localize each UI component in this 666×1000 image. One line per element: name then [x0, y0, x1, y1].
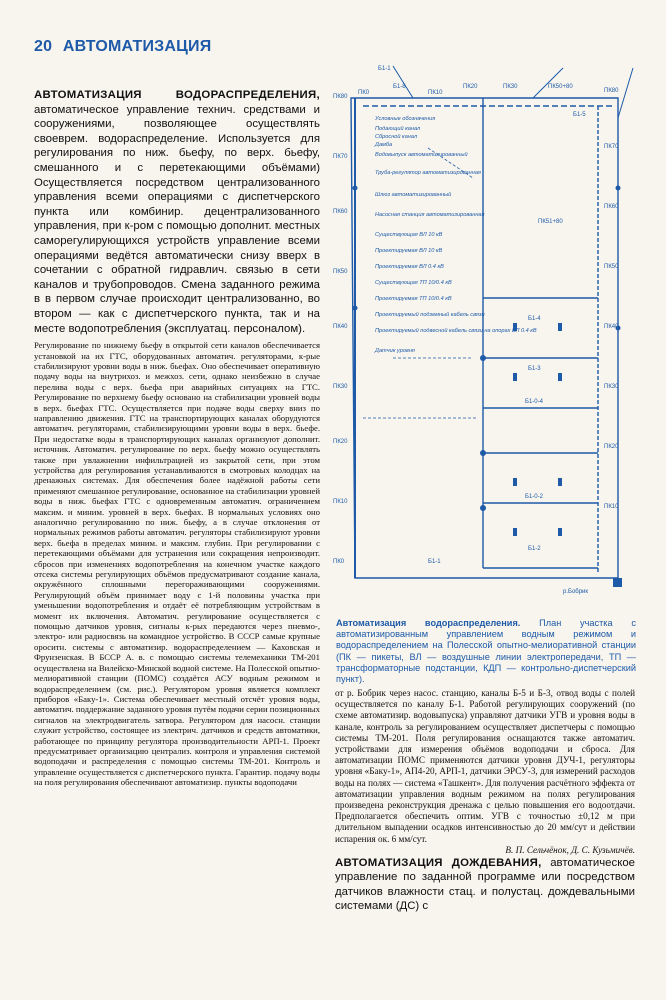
article2-lead-text: автоматическое управление по заданной программе или посредством датчиков влажности стац. и полустац. дождевальными системами (ДС) с — [335, 857, 635, 913]
article-continued-text: от р. Бобрик через насос. станцию, каналы Б-5 и Б-3, отвод воды с полей осуществляется по каналу Б-1. Работой регулирующих сооружений (по схеме автоматизир. водовыпуска) управляют датчики УГВ и уровня воды в канале, контроль за регулированием осуществляет диспетчеры с помощью системы ТМ-201. Поля регулирования оснащаются также автоматич. устройствами для измерения объёмов водоподачи и сброса. Для автоматизации ПОМС применяются датчики уровня ДУЧ-1, регуляторы уровня «Баку-1», АП4-20, АРП-1, датчики ЭРСУ-3, для измерений расходов воды на полях — система «Ташкент». Для получения расчётного эффекта от автоматизации управления водным режимом на полях регулирования произведена реконструкция дренажа с целью повышения его водоотдачи. Предполагается обеспечить оптим. УГВ с точностью ±0,12 м при длительном выпадении осадков интенсивностью до 20 мм/сут и действии испарения ок. 6 мм/сут. — [335, 688, 635, 844]
legend-item: Проектируемая ВЛ 0.4 кВ — [375, 264, 444, 270]
pk-labels-right — [604, 88, 619, 510]
pk-label: ПК80 — [604, 88, 619, 94]
figure-caption-text: План участка с автоматизированным управлением водным режимом и водораспределением на Полесской опытно-мелиоративной станции (ПК — пикеты, ВЛ — воздушные линии электропередачи, ТП — трансформаторные подстанции, КДП — контрольно-диспетчерский пункт). — [336, 618, 636, 685]
pk-label: ПК20 — [604, 444, 619, 450]
channel-label: ПК51+80 — [538, 219, 563, 225]
article-body-text: Регулирование по нижнему бьефу в открытой сети каналов обеспечивается установкой на их ГТС, оборудованных автоматич. регуляторами, к-рые стабилизируют уровни воды в ниж. бьефах. Оно обеспечивает оперативную подачу воды на внутрихоз. и межхоз. сети, однако неизбежно в случае перелива воды с верх. бьефа при аварийных ситуациях на ГТС. Регулирование по верхнему бьефу основано на стабилизации уровней воды в верх. бьефах ГТС. Осуществляется при подаче воды сверху вниз по направлению движения. ГТС на транспортирующих каналах оборудуются автоматич. регуляторами, стабилизирующими уровни воды в верх. бьефе. При недостатке воды в транспортирующих каналах организуют дополнит. источник. Автоматич. регулирование по верх. бьефу можно осуществлять также при увлажнении инфильтрацией из закрытой сети, при этом устройства для регулирования устанавливаются в смотровых колодцах на дренажных системах. Для обеспечения более надёжной работы сети применяют смешанное регулирование, основанное на стабилизации уровней воды в ниж. бьефах ГТС с одновременным автоматич. ограничением максим. и миним. уровней в верх. бьефах. В нормальных условиях оно аналогично регулированию по ниж. бьефу, а в случае отклонения от нормальных режимов работы автоматич. регуляторы стабилизируют уровни верх. бьефа в пределах миним. и максим. глубин. При регулировании с перетекающими объёмами для устранения или сокращения непроизводит. сбросов при изменениях водопотребления на конечном участке каждого отсека системы регулирующих объёмов предусматривают создание канала, окружённого сплошными перегораживающими сооружениями. Регулирующий объём принимает воду с 1-й половины участка при уменьшении водопотребления и отдаёт её потребляющим устройствам в момент их включения. Автоматич. регулирование осуществляется с помощью датчиков уровня, сигналы к-рых передаются через пневмо-, электро- или радиосвязь на командное устройство. В СССР самые крупные ороситн. системы с автоматизир. водораспределением — Каховская и Фрунзенская. В БССР А. в. с помощью системы телемеханики ТМ-201 осуществлена на Вилейско-Минской водной системе. На Полесской опытно-мелиоративной станции (ПОМС) создаётся АСУ водным режимом и водораспределением (см. рис.). Регулятором уровня является комплект приборов «Баку-1». Система обеспечивает местный отсчёт уровня воды, автоматич. поддержание заданного уровня путём подачи серии позиционных сигналов на электродвигатель затвора. Регулятором для насосн. станции служит устройство, состоящее из электрич. датчиков и средств автоматики, работающее по принципу регулятора производительности АРП-1. Проект предусматривает организацию централиз. контроля и управления системой водоподачи и распределения с помощью системы ТМ-201. Контроль и управление осуществляется с диспетчерского пункта. Гарантир. подачу воды на поля регулирования обеспечивают автоматизир. пункты водоподачи — [34, 340, 320, 788]
article-body — [34, 340, 320, 787]
article2-title: АВТОМАТИЗАЦИЯ ДОЖДЕВАНИЯ, — [335, 857, 542, 870]
legend-item: Условные обозначения — [375, 116, 436, 122]
article-title: АВТОМАТИЗАЦИЯ ВОДОРАСПРЕДЕЛЕНИЯ, — [34, 89, 320, 101]
river-label: р.Бобрик — [563, 589, 589, 595]
authors-signature: В. П. Сельчёнок, Д. С. Кузьмичёв. — [505, 844, 635, 855]
figure-caption-title: Автоматизация водораспределения. — [336, 618, 521, 628]
channel-label: Б1-8 — [393, 84, 406, 90]
gauge-symbol — [353, 186, 358, 191]
diagram-legend — [374, 116, 537, 354]
left-column — [34, 88, 320, 788]
legend-item: Существующая ТП 10/0.4 кВ — [375, 280, 452, 286]
pk-label: ПК30 — [333, 384, 348, 390]
channel-label: Б1-0-2 — [525, 494, 543, 500]
pk-label: ПК10 — [333, 499, 348, 505]
article-lead-text: автоматическое управление технич. средствами и сооружениями, позволяющее осуществлять своеврем. водораспределение. Используется для регулирования по ниж. бьефу, по верх. бьефу, смешанного и с перетекающими объёмами) Осуществляется посредством централизованного управления всеми операциями с диспетчерского пункта или комбинир. децентрализованного управления, при к-ром с помощью дополнит. местных саморегулирующихся устройств управление всеми операциями ведётся автоматически снизу вверх в сочетании с обратной гидравлич. связью в сети каналов и трубопроводов. Смена заданного режима в в первом случае происходит централизованно, во втором — как с диспетчерского пункта, так и на месте водопотребления (эксплуатац. персоналом). — [34, 103, 320, 335]
pk-label: ПК20 — [463, 84, 478, 90]
channel-label: Б1-1 — [378, 66, 391, 72]
gauge-symbol — [480, 505, 486, 511]
legend-item: Датчик уровня — [375, 348, 415, 354]
pk-label: ПК70 — [604, 144, 619, 150]
legend-item: Труба-регулятор автоматизированная — [375, 170, 481, 176]
page-header — [34, 38, 211, 56]
legend-item: Существующая ВЛ 10 кВ — [375, 232, 443, 238]
gauge-symbol — [353, 306, 358, 311]
legend-item: Сбросной канал — [375, 134, 418, 140]
gauge-symbol — [616, 186, 621, 191]
diagram-svg — [333, 58, 636, 613]
pk-label: ПК20 — [333, 439, 348, 445]
pk-label: ПК10 — [604, 504, 619, 510]
channel-label: Б1-5 — [573, 112, 586, 118]
legend-item: Водовыпуск автоматизированный — [375, 152, 468, 158]
structure-symbol — [558, 478, 562, 486]
page-number: 20 — [34, 38, 53, 55]
structure-symbol — [558, 373, 562, 381]
right-column — [335, 688, 635, 914]
legend-item: Шлюз автоматизированный — [375, 192, 452, 198]
figure-caption — [336, 618, 636, 685]
legend-item: Проектируемая ТП 10/0.4 кВ — [375, 296, 452, 302]
irrigation-plan-diagram — [333, 58, 636, 613]
legend-item: Насосная станция автоматизированная — [375, 212, 485, 218]
pk-label: ПК50 — [333, 269, 348, 275]
pk-label: ПК70 — [333, 154, 348, 160]
article2-lead — [335, 856, 635, 914]
pk-label: ПК50+80 — [548, 84, 573, 90]
legend-item: Проектируемый подземный кабель связи — [375, 312, 485, 318]
pk-label: ПК40 — [604, 324, 619, 330]
structure-symbol — [513, 478, 517, 486]
legend-item: Проектируемый подвесной кабель связи на опорах ВЛ 0.4 кВ — [375, 328, 537, 334]
pk-label: ПК60 — [333, 209, 348, 215]
gauge-symbol — [480, 450, 486, 456]
pump-station-symbol — [613, 578, 622, 587]
pk-label: ПК30 — [604, 384, 619, 390]
pk-label: ПК0 — [358, 90, 370, 96]
pk-label: ПК40 — [333, 324, 348, 330]
channel-label: Б1-1 — [428, 559, 441, 565]
structure-symbol — [558, 323, 562, 331]
pk-label: ПК60 — [604, 204, 619, 210]
channel-label: Б1-2 — [528, 546, 541, 552]
structure-symbol — [513, 373, 517, 381]
pk-label: ПК0 — [333, 559, 345, 565]
channel-label: Б1-0-4 — [525, 399, 543, 405]
legend-item: Дамба — [375, 142, 393, 148]
structure-symbol — [513, 528, 517, 536]
legend-item: Подающий канал — [375, 126, 421, 132]
gauge-symbol — [480, 355, 486, 361]
pk-label: ПК80 — [333, 94, 348, 100]
channel-label: Б1-3 — [528, 366, 541, 372]
section-title: АВТОМАТИЗАЦИЯ — [62, 38, 212, 55]
legend-item: Проектируемая ВЛ 10 кВ — [375, 248, 443, 254]
article-lead — [34, 88, 320, 336]
pk-label: ПК30 — [503, 84, 518, 90]
channel-label: Б1-4 — [528, 316, 541, 322]
pk-label: ПК10 — [428, 90, 443, 96]
structure-symbol — [558, 528, 562, 536]
pk-label: ПК50 — [604, 264, 619, 270]
field-dividers — [483, 298, 598, 568]
pk-labels-left — [333, 94, 348, 565]
